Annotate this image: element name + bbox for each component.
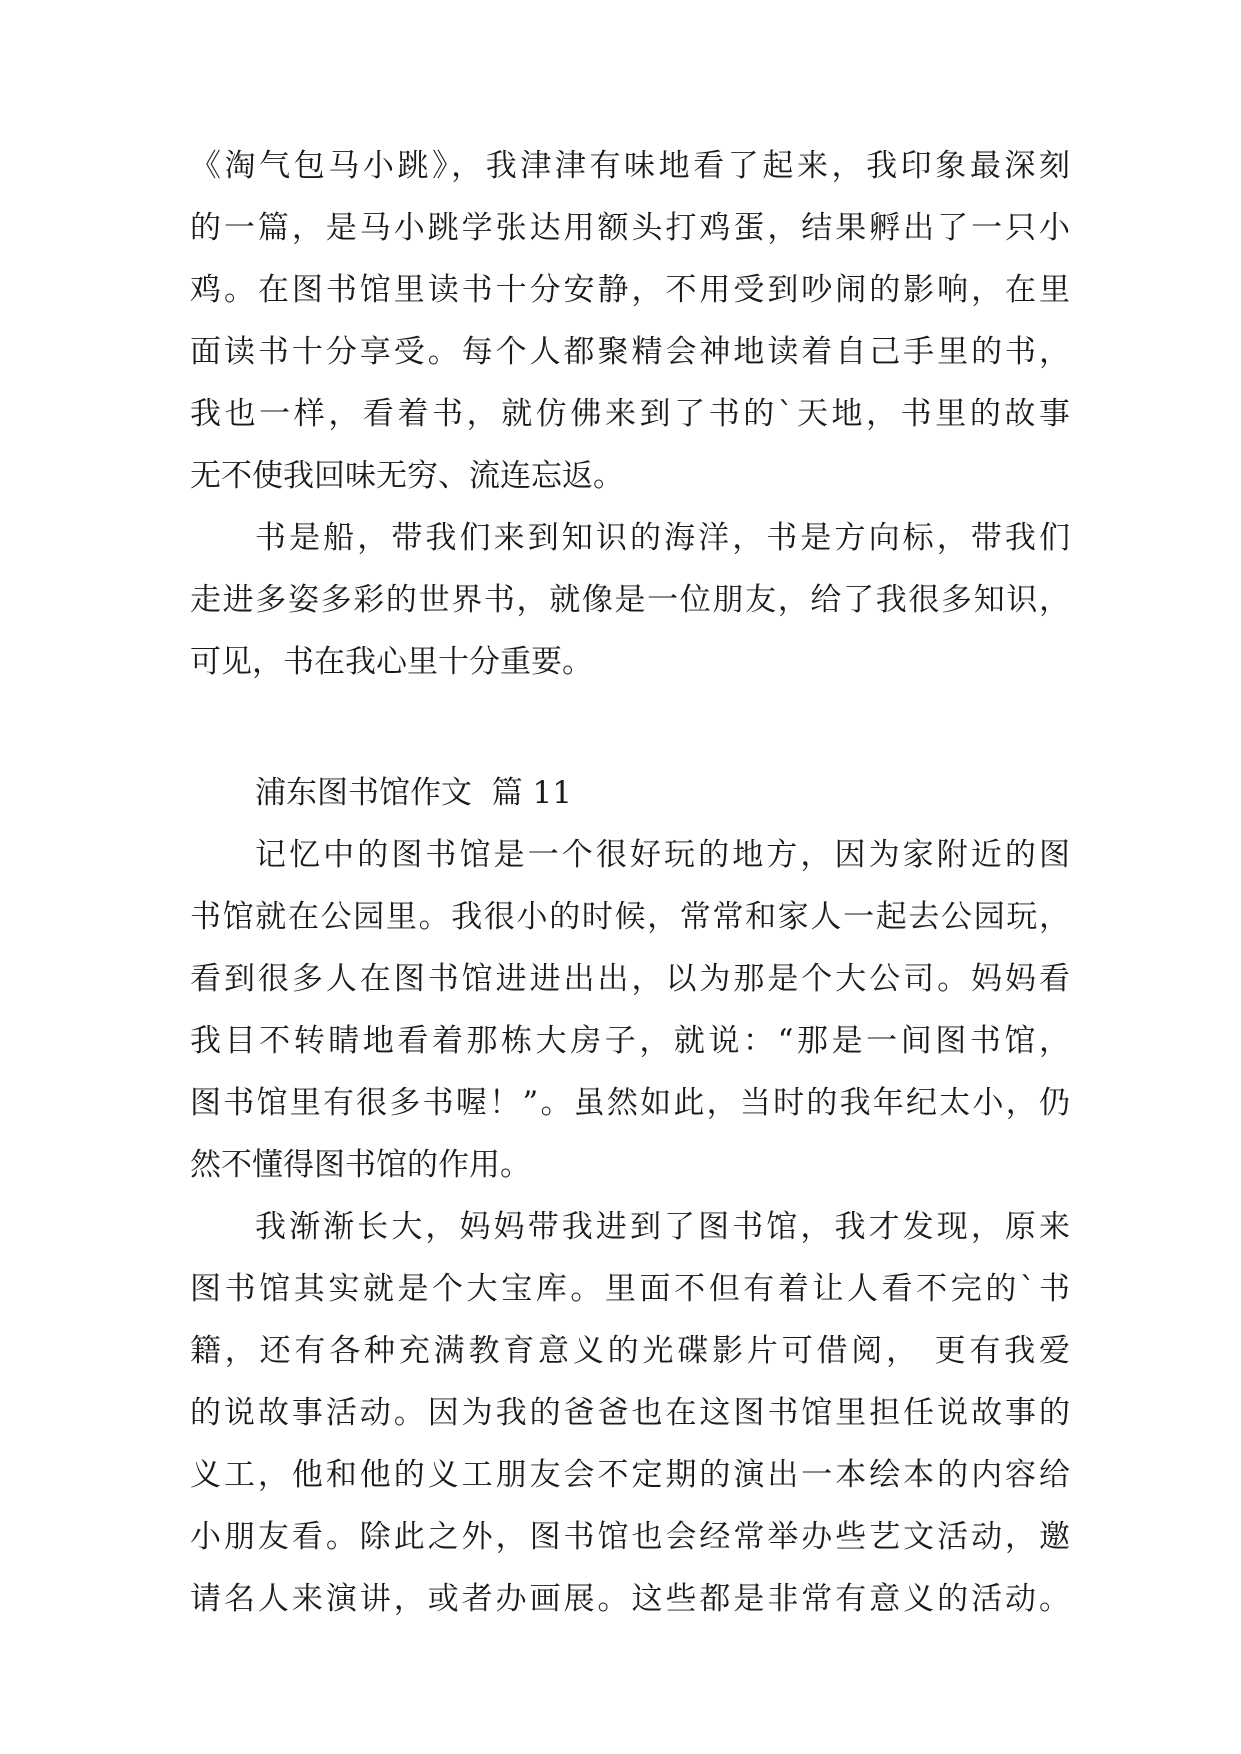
text-line: 我渐渐长大，妈妈带我进到了图书馆，我才发现，原来 xyxy=(255,1209,1070,1245)
text-line: 请名人来演讲，或者办画展。这些都是非常有意义的活动。 xyxy=(190,1581,1070,1617)
text-line: 书是船，带我们来到知识的海洋，书是方向标，带我们 xyxy=(255,520,1070,556)
text-line: 无不使我回味无穷、流连忘返。 xyxy=(190,458,624,494)
text-line: 然不懂得图书馆的作用。 xyxy=(190,1147,531,1183)
text-line: 的说故事活动。因为我的爸爸也在这图书馆里担任说故事的 xyxy=(190,1395,1070,1431)
text-line: 籍，还有各种充满教育意义的光碟影片可借阅， 更有我爱 xyxy=(190,1333,1070,1369)
text-line: 我目不转睛地看着那栋大房子，就说：“那是一间图书馆， xyxy=(190,1023,1070,1059)
text-line: 可见，书在我心里十分重要。 xyxy=(190,644,593,680)
text-line: 义工，他和他的义工朋友会不定期的演出一本绘本的内容给 xyxy=(190,1457,1070,1493)
text-line: 小朋友看。除此之外，图书馆也会经常举办些艺文活动，邀 xyxy=(190,1519,1070,1555)
text-line: 图书馆其实就是个大宝库。里面不但有着让人看不完的`书 xyxy=(190,1271,1070,1307)
text-line: 鸡。在图书馆里读书十分安静，不用受到吵闹的影响，在里 xyxy=(190,272,1070,308)
text-line: 记忆中的图书馆是一个很好玩的地方，因为家附近的图 xyxy=(255,837,1070,873)
section-heading: 浦东图书馆作文 篇 11 xyxy=(255,775,573,811)
text-line: 我也一样，看着书，就仿佛来到了书的`天地，书里的故事 xyxy=(190,396,1070,432)
text-line: 的一篇，是马小跳学张达用额头打鸡蛋，结果孵出了一只小 xyxy=(190,210,1070,246)
text-line: 面读书十分享受。每个人都聚精会神地读着自己手里的书， xyxy=(190,334,1070,370)
text-line: 看到很多人在图书馆进进出出，以为那是个大公司。妈妈看 xyxy=(190,961,1070,997)
text-line: 书馆就在公园里。我很小的时候，常常和家人一起去公园玩， xyxy=(190,899,1070,935)
text-line: 走进多姿多彩的世界书，就像是一位朋友，给了我很多知识， xyxy=(190,582,1070,618)
text-line: 《淘气包马小跳》，我津津有味地看了起来，我印象最深刻 xyxy=(190,148,1070,184)
text-line: 图书馆里有很多书喔！”。虽然如此，当时的我年纪太小，仍 xyxy=(190,1085,1070,1121)
